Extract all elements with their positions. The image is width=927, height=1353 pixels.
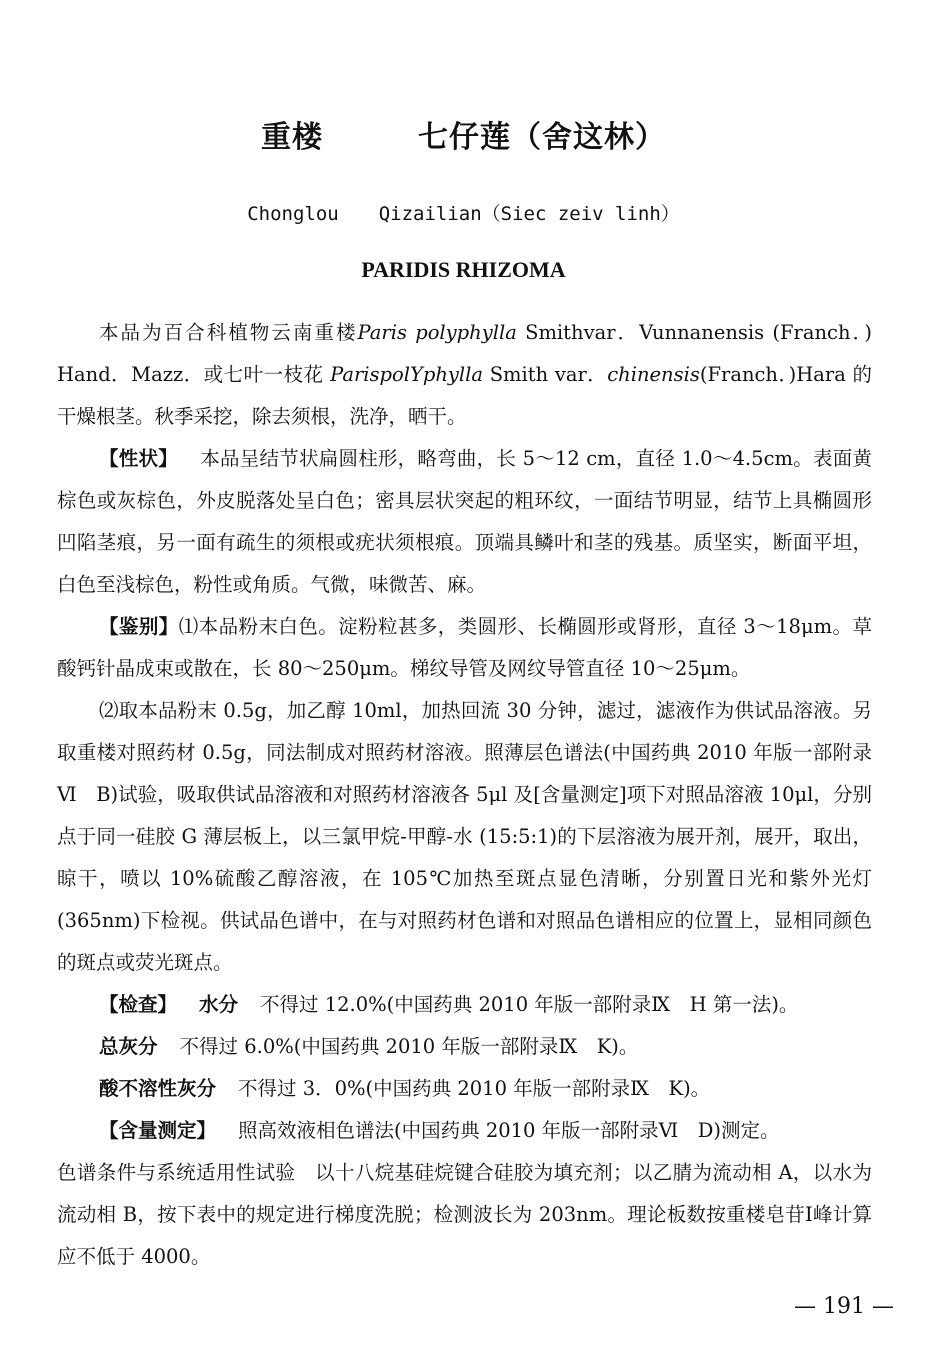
acid-ash-paragraph: [57, 1068, 872, 1110]
monograph-title: [0, 112, 927, 156]
acid-ash-label: 酸不溶性灰分: [99, 1077, 217, 1100]
pinyin-local: Qizailian（Siec zeiv linh）: [378, 203, 680, 225]
pinyin-chinese: Chonglou: [247, 203, 339, 225]
title-chinese-name: 重楼: [261, 120, 323, 155]
check-heading: 【检查】: [99, 993, 178, 1016]
assay-text: 照高效液相色谱法(中国药典 2010 年版一部附录Ⅵ D)测定。: [238, 1119, 780, 1142]
species-name: Paris polyphylla: [357, 321, 517, 344]
intro-text: Smith var．: [483, 363, 608, 386]
intro-text: Smithvar．Vunnanensis (Franch．) Hand．Mazz．或七叶一枝花: [57, 321, 872, 386]
monograph-body: [57, 312, 872, 1278]
species-name: ParispolYphylla: [330, 363, 484, 386]
traits-text: 本品呈结节状扁圆柱形，略弯曲，长 5～12 cm，直径 1.0～4.5cm。表面黄棕色或灰棕色，外皮脱落处呈白色；密具层状突起的粗环纹，一面结节明显，结节上具椭圆形凹陷茎痕，另一面有疏生的须根或疣状须根痕。顶端具鳞叶和茎的残基。质坚实，断面平坦，白色至浅棕色，粉性或角质。气微，味微苦、麻。: [57, 447, 872, 596]
water-label: 水分: [199, 993, 239, 1016]
identify-text-1: ⑴本品粉末白色。淀粉粒甚多，类圆形、长椭圆形或肾形，直径 3～18μm。草酸钙针晶成束或散在，长 80～250μm。梯纹导管及网纹导管直径 10～25μm。: [57, 615, 872, 680]
ash-text: 不得过 6.0%(中国药典 2010 年版一部附录Ⅸ K)。: [179, 1035, 639, 1058]
chromatography-paragraph: 色谱条件与系统适用性试验 以十八烷基硅烷键合硅胶为填充剂；以乙腈为流动相 A，以水为流动相 B，按下表中的规定进行梯度洗脱；检测波长为 203nm。理论板数按重楼皂苷Ⅰ峰计算应不低于 4000。: [57, 1161, 872, 1268]
ash-paragraph: [57, 1026, 872, 1068]
identify-heading: 【鉴别】: [99, 615, 179, 638]
intro-text: (Franch．)Hara 的干燥根茎。秋季采挖，除去须根，洗净，晒干。: [57, 363, 873, 428]
variety-name: chinensis: [607, 363, 700, 386]
identify-paragraph-1: [57, 606, 872, 690]
traits-paragraph: [57, 438, 872, 606]
ash-label: 总灰分: [99, 1035, 158, 1058]
latin-name: PARIDIS RHIZOMA: [361, 257, 566, 282]
traits-heading: 【性状】: [99, 447, 178, 470]
page-number: — 191 —: [794, 1294, 894, 1319]
water-text: 不得过 12.0%(中国药典 2010 年版一部附录Ⅸ H 第一法)。: [260, 993, 799, 1016]
assay-heading: 【含量测定】: [99, 1119, 217, 1142]
pinyin-line: [0, 199, 927, 226]
check-paragraph: [57, 984, 872, 1026]
assay-paragraph: [57, 1110, 872, 1152]
intro-paragraph: [57, 312, 872, 438]
identify-paragraph-2: ⑵取本品粉末 0.5g，加乙醇 10ml，加热回流 30 分钟，滤过，滤液作为供试品溶液。另取重楼对照药材 0.5g，同法制成对照药材溶液。照薄层色谱法(中国药典 2010 年版一部附录Ⅵ B)试验，吸取供试品溶液和对照药材溶液各 5μl 及[含量测定]项下对照品溶液 10μl，分别点于同一硅胶 G 薄层板上，以三氯甲烷-甲醇-水 (15:5:1)的下层溶液为展开剂，展开，取出，晾干，喷以 10%硫酸乙醇溶液，在 105℃加热至斑点显色清晰，分别置日光和紫外光灯(365nm)下检视。供试品色谱中，在与对照药材色谱和对照品色谱相应的位置上，显相同颜色的斑点或荧光斑点。: [57, 699, 872, 974]
title-local-name: 七仔莲（舍这林）: [418, 120, 666, 155]
acid-ash-text: 不得过 3．0%(中国药典 2010 年版一部附录Ⅸ K)。: [238, 1077, 711, 1100]
intro-text: 本品为百合科植物云南重楼: [99, 321, 358, 344]
